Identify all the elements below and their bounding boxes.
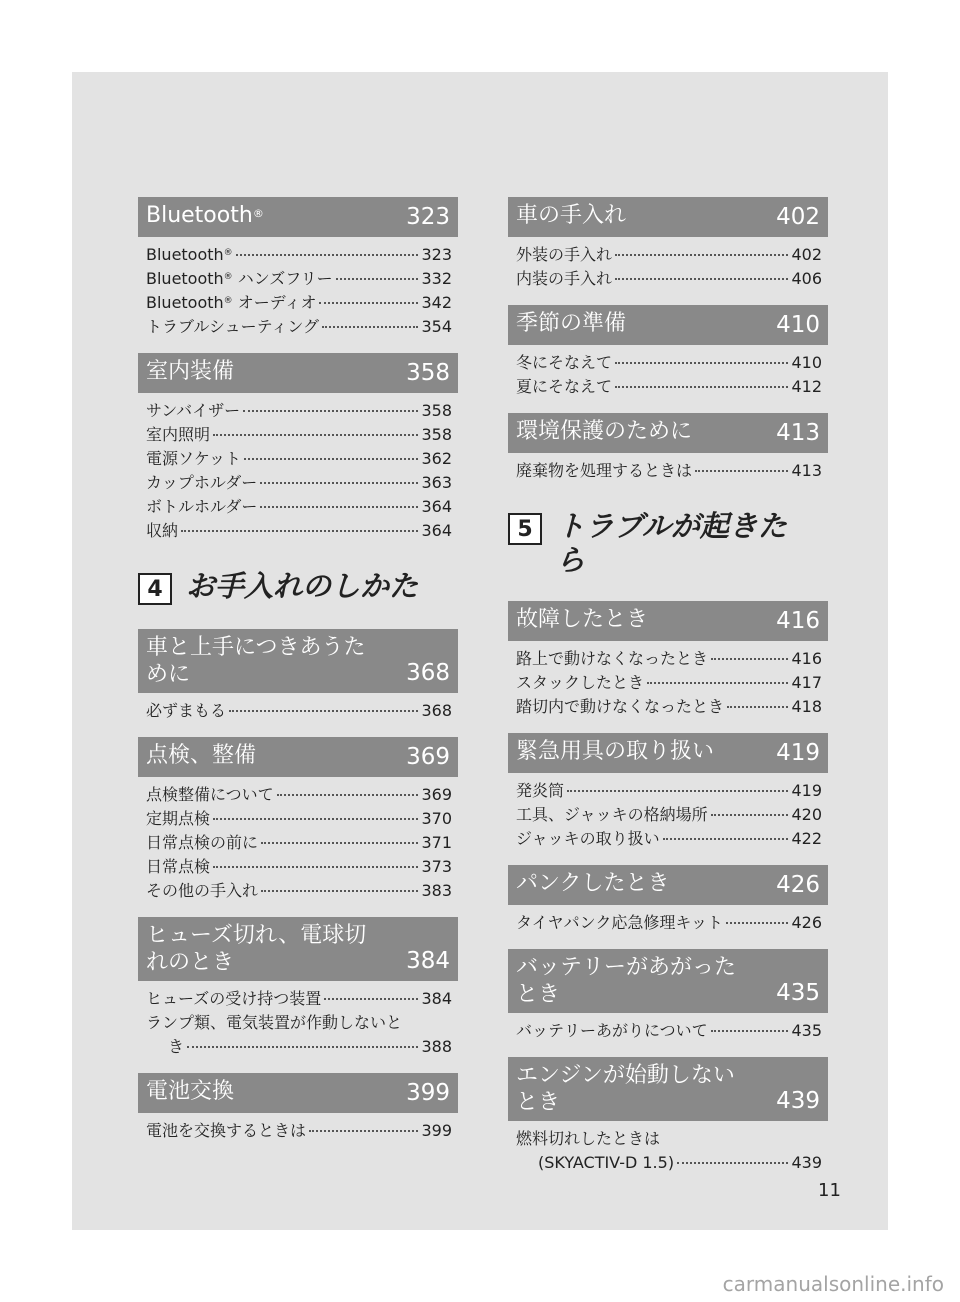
entry-label-text: 外装の手入れ [516, 245, 613, 264]
entry-page: 332 [421, 269, 452, 288]
entry-label-text: ボトルホルダー [146, 497, 258, 516]
entry-page: 417 [791, 673, 822, 692]
section-title-text: 季節の準備 [516, 311, 627, 336]
entry-label [516, 1019, 708, 1043]
leader-dots [213, 866, 418, 868]
entry-label: ランプ類、電気装置が作動しないと [146, 1013, 403, 1032]
entry-label-text: ヒューズの受け持つ装置 [146, 989, 322, 1008]
entry-label-text: 点検整備について [146, 785, 274, 804]
entry-page: 419 [791, 781, 822, 800]
leader-dots [261, 842, 418, 844]
toc-entry[interactable] [516, 1019, 822, 1043]
entry-page: 412 [791, 377, 822, 396]
entry-page: 439 [791, 1153, 822, 1172]
toc-section [508, 949, 828, 1043]
toc-column-right [508, 197, 828, 1189]
section-title-text: バッテリーがあがったとき [516, 955, 737, 1007]
section-title [146, 358, 450, 385]
entry-label-continued: (SKYACTIV-D 1.5) [538, 1153, 675, 1172]
toc-entry[interactable] [146, 699, 452, 723]
section-header[interactable] [138, 353, 458, 393]
toc-entry[interactable] [146, 855, 452, 879]
leader-dots [663, 838, 789, 840]
entry-page: 418 [791, 697, 822, 716]
section-title [146, 922, 450, 976]
toc-entry[interactable] [516, 351, 822, 375]
entry-label-text: 定期点検 [146, 809, 211, 828]
toc-section [508, 733, 828, 851]
entry-list [508, 905, 828, 935]
leader-dots [324, 998, 418, 1000]
toc-entry[interactable] [516, 243, 822, 267]
section-title [516, 738, 820, 765]
leader-dots [615, 386, 788, 388]
section-title [516, 870, 820, 897]
registered-mark: ® [223, 248, 233, 258]
entry-page: 435 [791, 1021, 822, 1040]
section-title [146, 1078, 450, 1105]
entry-page: 410 [791, 353, 822, 372]
entry-label-text: 必ずまもる [146, 701, 227, 720]
entry-page: 406 [791, 269, 822, 288]
entry-label [146, 315, 319, 339]
entry-label [516, 647, 708, 671]
entry-page: 384 [421, 989, 452, 1008]
section-page: 416 [776, 608, 820, 634]
chapter-heading [508, 509, 828, 577]
registered-mark: ® [223, 296, 233, 306]
entry-label-text: Bluetooth [146, 245, 224, 264]
leader-dots [213, 434, 418, 436]
section-header[interactable] [138, 1073, 458, 1113]
registered-mark: ® [252, 207, 264, 220]
entry-label-text: スタックしたとき [516, 673, 645, 692]
section-title-text: Bluetooth [146, 203, 253, 228]
entry-page: 373 [421, 857, 452, 876]
section-title-text: 電池交換 [146, 1079, 235, 1104]
registered-mark: ® [223, 272, 233, 282]
entry-label [146, 519, 178, 543]
entry-label [516, 375, 612, 399]
entry-label-text: 工具、ジャッキの格納場所 [516, 805, 708, 824]
entry-label [146, 423, 210, 447]
entry-label-text: 内装の手入れ [516, 269, 613, 288]
page-number: 11 [818, 1180, 841, 1201]
section-title-text: 車と上手につきあうために [146, 635, 366, 687]
leader-dots [615, 254, 788, 256]
toc-entry[interactable] [146, 423, 452, 447]
left-sections-1 [138, 197, 458, 543]
entry-label [516, 267, 612, 291]
toc-entry[interactable] [146, 315, 452, 339]
toc-entry[interactable] [146, 987, 452, 1011]
section-title-text: 故障したとき [516, 607, 649, 632]
entry-label-text: 発炎筒 [516, 781, 565, 800]
toc-section [508, 1057, 828, 1175]
toc-entry[interactable] [146, 807, 452, 831]
entry-page: 364 [421, 497, 452, 516]
entry-page: 422 [791, 829, 822, 848]
section-title-text: エンジンが始動しないとき [516, 1063, 735, 1115]
entry-label-text: 日常点検の前に [146, 833, 259, 852]
toc-section [508, 601, 828, 719]
section-page: 439 [776, 1088, 820, 1114]
toc-entry[interactable] [516, 803, 822, 827]
entry-label-suffix: ハンズフリー [232, 269, 333, 288]
entry-page: 402 [791, 245, 822, 264]
entry-label-text: 路上で動けなくなったとき [516, 649, 709, 668]
toc-section [138, 737, 458, 903]
leader-dots [615, 278, 788, 280]
entry-page: 368 [421, 701, 452, 720]
entry-continuation-line [516, 1151, 822, 1175]
toc-entry[interactable] [146, 519, 452, 543]
entry-page: 362 [421, 449, 452, 468]
leader-dots [322, 326, 418, 328]
chapter-title: トラブルが起きたら [556, 509, 787, 577]
entry-page: 371 [421, 833, 452, 852]
toc-entry[interactable] [146, 399, 452, 423]
entry-label [516, 911, 723, 935]
entry-page: 363 [421, 473, 452, 492]
entry-label-text: 室内照明 [146, 425, 211, 444]
toc-entry[interactable] [146, 783, 452, 807]
toc-entry[interactable] [146, 879, 452, 903]
toc-entry[interactable] [146, 1011, 452, 1059]
entry-page: 426 [791, 913, 822, 932]
section-title-text: 環境保護のために [516, 419, 693, 444]
chapter-number: 5 [508, 513, 542, 545]
toc-entry[interactable] [146, 267, 452, 291]
entry-label-text: 電源ソケット [146, 449, 242, 468]
toc-section [138, 1073, 458, 1143]
leader-dots [244, 458, 418, 460]
entry-label [146, 855, 210, 879]
toc-entry[interactable] [516, 459, 822, 483]
section-title [516, 310, 820, 337]
entry-list [508, 345, 828, 399]
entry-label [146, 471, 257, 495]
section-page: 402 [776, 204, 820, 230]
toc-entry[interactable] [516, 911, 822, 935]
entry-label-text: ジャッキの取り扱い [516, 829, 660, 848]
entry-label [146, 291, 316, 315]
entry-label [516, 779, 564, 803]
section-title [146, 634, 450, 688]
entry-page: 370 [421, 809, 452, 828]
leader-dots [711, 658, 788, 660]
toc-entry[interactable] [146, 1119, 452, 1143]
leader-dots [187, 1046, 418, 1048]
toc-entry[interactable] [516, 647, 822, 671]
left-sections-2 [138, 629, 458, 1143]
entry-label-text: 収納 [146, 521, 179, 540]
leader-dots [243, 410, 418, 412]
section-page: 419 [776, 740, 820, 766]
section-title [516, 202, 820, 229]
leader-dots [213, 818, 418, 820]
leader-dots [615, 362, 788, 364]
entry-label-text: その他の手入れ [146, 881, 259, 900]
toc-entry[interactable] [146, 495, 452, 519]
leader-dots [711, 814, 789, 816]
section-header[interactable] [508, 601, 828, 641]
entry-list [508, 1121, 828, 1175]
entry-label [146, 243, 233, 267]
section-header[interactable] [138, 629, 458, 693]
toc-entry[interactable] [516, 779, 822, 803]
section-title-text: 車の手入れ [516, 203, 627, 228]
section-page: 410 [776, 312, 820, 338]
toc-section [138, 629, 458, 723]
section-header[interactable] [508, 305, 828, 345]
entry-label-text: 廃棄物を処理するときは [516, 461, 693, 480]
section-header[interactable] [508, 197, 828, 237]
section-header[interactable] [508, 733, 828, 773]
section-title [516, 954, 820, 1008]
section-page: 369 [406, 744, 450, 770]
section-title [516, 418, 820, 445]
leader-dots [261, 890, 418, 892]
entry-label-text: 電池を交換するときは [146, 1121, 307, 1140]
entry-label [516, 243, 612, 267]
section-header[interactable] [508, 1057, 828, 1121]
toc-entry[interactable] [146, 243, 452, 267]
section-title [516, 1062, 820, 1116]
toc-column-left [138, 197, 458, 1157]
section-page: 384 [406, 948, 450, 974]
entry-list [138, 981, 458, 1059]
toc-entry[interactable] [146, 291, 452, 315]
leader-dots [677, 1162, 788, 1164]
entry-label [516, 459, 692, 483]
entry-label [516, 695, 724, 719]
entry-label [516, 671, 644, 695]
toc-section [508, 413, 828, 483]
section-title-text: 室内装備 [146, 359, 235, 384]
entry-list [508, 641, 828, 719]
entry-label-text: 夏にそなえて [516, 377, 613, 396]
entry-label [146, 495, 257, 519]
entry-page: 323 [421, 245, 452, 264]
leader-dots [727, 706, 788, 708]
toc-section [138, 353, 458, 543]
section-header[interactable] [138, 737, 458, 777]
section-title [516, 606, 820, 633]
toc-section [508, 197, 828, 291]
entry-label [146, 699, 226, 723]
section-title-text: 点検、整備 [146, 743, 257, 768]
entry-label-text: サンバイザー [146, 401, 241, 420]
section-page: 323 [406, 204, 450, 230]
entry-list [508, 1013, 828, 1043]
entry-label-text: トラブルシューティング [146, 317, 320, 336]
entry-page: 420 [791, 805, 822, 824]
chapter-heading [138, 569, 458, 605]
right-sections-1 [508, 197, 828, 483]
section-page: 426 [776, 872, 820, 898]
section-title [146, 742, 450, 769]
entry-page: 358 [421, 425, 452, 444]
entry-label [146, 807, 210, 831]
entry-list [138, 693, 458, 723]
leader-dots [181, 530, 418, 532]
entry-label-text: 日常点検 [146, 857, 211, 876]
entry-continuation-line [146, 1035, 452, 1059]
entry-label [146, 267, 333, 291]
leader-dots [711, 1030, 789, 1032]
leader-dots [567, 790, 788, 792]
entry-list [508, 453, 828, 483]
leader-dots [236, 254, 419, 256]
entry-label-suffix: オーディオ [232, 293, 317, 312]
entry-label [516, 803, 708, 827]
leader-dots [309, 1130, 418, 1132]
entry-label-continued: き [168, 1037, 185, 1056]
entry-label [146, 987, 321, 1011]
entry-list [138, 1113, 458, 1143]
section-header[interactable] [138, 197, 458, 237]
entry-label [146, 399, 240, 423]
entry-label-text: バッテリーあがりについて [516, 1021, 708, 1040]
entry-list [138, 777, 458, 903]
toc-section [138, 917, 458, 1059]
section-page: 358 [406, 360, 450, 386]
entry-page: 358 [421, 401, 452, 420]
entry-label [146, 447, 241, 471]
leader-dots [277, 794, 419, 796]
entry-page: 342 [421, 293, 452, 312]
entry-page: 364 [421, 521, 452, 540]
section-header[interactable] [508, 413, 828, 453]
toc-entry[interactable] [516, 1127, 822, 1175]
section-header[interactable] [138, 917, 458, 981]
entry-label [516, 827, 660, 851]
entry-list [138, 393, 458, 543]
entry-label [146, 1119, 306, 1143]
entry-label-text: 冬にそなえて [516, 353, 613, 372]
leader-dots [726, 922, 788, 924]
entry-label-text: タイヤパンク応急修理キット [516, 913, 724, 932]
toc-entry[interactable] [516, 671, 822, 695]
entry-label-text: 踏切内で動けなくなったとき [516, 697, 725, 716]
leader-dots [647, 682, 788, 684]
section-title-text: パンクしたとき [516, 871, 670, 896]
toc-entry[interactable] [146, 471, 452, 495]
entry-list [138, 237, 458, 339]
entry-label [146, 783, 274, 807]
entry-label [146, 831, 258, 855]
entry-page: 354 [421, 317, 452, 336]
section-page: 399 [406, 1080, 450, 1106]
leader-dots [336, 278, 419, 280]
entry-page: 383 [421, 881, 452, 900]
leader-dots [695, 470, 788, 472]
section-title-text: 緊急用具の取り扱い [516, 739, 715, 764]
section-header[interactable] [508, 865, 828, 905]
entry-page: 413 [791, 461, 822, 480]
toc-entry[interactable] [516, 695, 822, 719]
toc-section [138, 197, 458, 339]
entry-label-text: Bluetooth [146, 269, 224, 288]
leader-dots [319, 302, 418, 304]
entry-label [516, 351, 612, 375]
entry-page: 369 [421, 785, 452, 804]
section-page: 413 [776, 420, 820, 446]
section-header[interactable] [508, 949, 828, 1013]
entry-label-text: カップホルダー [146, 473, 258, 492]
leader-dots [229, 710, 418, 712]
section-page: 368 [406, 660, 450, 686]
entry-label-text: Bluetooth [146, 293, 224, 312]
entry-page: 399 [421, 1121, 452, 1140]
toc-entry[interactable] [146, 447, 452, 471]
toc-entry[interactable] [516, 375, 822, 399]
toc-section [508, 305, 828, 399]
leader-dots [260, 482, 418, 484]
section-page: 435 [776, 980, 820, 1006]
entry-list [508, 773, 828, 851]
section-title [146, 202, 450, 229]
toc-entry[interactable] [516, 827, 822, 851]
entry-page: 416 [791, 649, 822, 668]
entry-label [146, 879, 258, 903]
chapter-number: 4 [138, 573, 172, 605]
right-sections-2 [508, 601, 828, 1175]
toc-section [508, 865, 828, 935]
leader-dots [260, 506, 418, 508]
toc-entry[interactable] [146, 831, 452, 855]
entry-label: 燃料切れしたときは [516, 1129, 661, 1148]
watermark: carmanualsonline.info [722, 1272, 944, 1296]
chapter-title: お手入れのしかた [186, 569, 419, 603]
entry-list [508, 237, 828, 291]
section-title-text: ヒューズ切れ、電球切れのとき [146, 923, 367, 975]
entry-page: 388 [421, 1037, 452, 1056]
toc-entry[interactable] [516, 267, 822, 291]
